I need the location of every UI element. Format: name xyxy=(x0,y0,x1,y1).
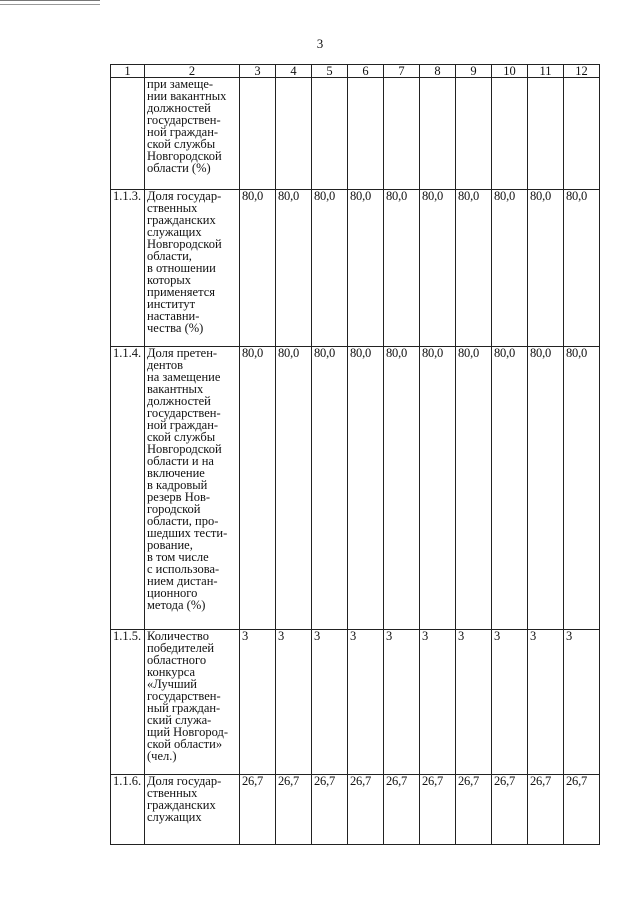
indicator-number: 1.1.6. xyxy=(111,775,145,845)
indicator-value: 80,0 xyxy=(276,190,312,347)
indicator-name-line: Доля государ- xyxy=(147,774,222,788)
indicator-name-line: служащих xyxy=(147,810,202,824)
column-header: 4 xyxy=(276,65,312,78)
indicator-value: 80,0 xyxy=(312,347,348,630)
indicator-value: 26,7 xyxy=(528,775,564,845)
column-header: 5 xyxy=(312,65,348,78)
indicator-value: 80,0 xyxy=(384,190,420,347)
table-row xyxy=(111,775,600,845)
indicator-value xyxy=(312,78,348,190)
indicator-value xyxy=(492,78,528,190)
indicator-value: 26,7 xyxy=(384,775,420,845)
indicator-value: 3 xyxy=(240,630,276,775)
indicator-value xyxy=(240,78,276,190)
indicator-name-line: должностей xyxy=(147,101,211,115)
indicator-name-line: Новгородской xyxy=(147,149,222,163)
indicator-value xyxy=(348,78,384,190)
indicator-value: 80,0 xyxy=(384,347,420,630)
indicator-name-line: с использова- xyxy=(147,562,220,576)
indicator-value: 3 xyxy=(456,630,492,775)
indicator-name-line: вакантных xyxy=(147,382,204,396)
indicator-name-line: нии вакантных xyxy=(147,89,227,103)
indicator-name-line: резерв Нов- xyxy=(147,490,211,504)
indicator-name-line: в том числе xyxy=(147,550,209,564)
indicator-value xyxy=(276,78,312,190)
page-number: 3 xyxy=(316,36,324,51)
indicator-name-line: рование, xyxy=(147,538,193,552)
indicator-value xyxy=(564,78,600,190)
indicator-value xyxy=(456,78,492,190)
column-header: 1 xyxy=(111,65,145,78)
indicator-name xyxy=(145,347,240,630)
indicator-name-line: Доля претен- xyxy=(147,346,218,360)
indicator-value: 26,7 xyxy=(456,775,492,845)
indicators-table xyxy=(110,64,600,845)
indicator-value: 80,0 xyxy=(240,190,276,347)
indicator-name-line: ственных xyxy=(147,786,198,800)
indicator-name-line: Количество xyxy=(147,629,209,643)
column-header: 8 xyxy=(420,65,456,78)
indicator-value: 26,7 xyxy=(348,775,384,845)
indicator-name-line: метода (%) xyxy=(147,598,206,612)
table-row xyxy=(111,630,600,775)
indicator-name-line: гражданских xyxy=(147,213,216,227)
table-row xyxy=(111,347,600,630)
indicator-name-line: конкурса xyxy=(147,665,196,679)
indicator-name-line: в отношении xyxy=(147,261,216,275)
indicator-name-line: городской xyxy=(147,502,201,516)
table-row xyxy=(111,78,600,190)
indicator-value: 3 xyxy=(492,630,528,775)
indicator-value: 80,0 xyxy=(528,347,564,630)
indicator-name-line: ской службы xyxy=(147,137,216,151)
indicator-name-line: Новгородской xyxy=(147,442,222,456)
indicator-value: 80,0 xyxy=(456,190,492,347)
indicator-name-line: (чел.) xyxy=(147,749,177,763)
indicator-name xyxy=(145,775,240,845)
indicator-number: 1.1.4. xyxy=(111,347,145,630)
indicator-name-line: наставни- xyxy=(147,309,200,323)
indicator-name-line: должностей xyxy=(147,394,211,408)
indicator-name-line: дентов xyxy=(147,358,184,372)
indicator-name-line: шедших тести- xyxy=(147,526,228,540)
indicator-value: 80,0 xyxy=(312,190,348,347)
indicator-value: 26,7 xyxy=(312,775,348,845)
indicator-name-line: включение xyxy=(147,466,205,480)
indicator-name-line: служащих xyxy=(147,225,202,239)
indicator-name-line: ный граждан- xyxy=(147,701,221,715)
indicator-name-line: Доля государ- xyxy=(147,189,222,203)
indicator-value xyxy=(420,78,456,190)
column-header: 9 xyxy=(456,65,492,78)
indicator-name-line: государствен- xyxy=(147,689,221,703)
indicator-name-line: ский служа- xyxy=(147,713,212,727)
indicator-value: 3 xyxy=(528,630,564,775)
indicator-name xyxy=(145,630,240,775)
indicator-value: 80,0 xyxy=(492,347,528,630)
indicator-name-line: на замещение xyxy=(147,370,221,384)
indicator-name-line: области (%) xyxy=(147,161,211,175)
indicator-name-line: нием дистан- xyxy=(147,574,218,588)
indicator-value: 26,7 xyxy=(492,775,528,845)
column-header: 3 xyxy=(240,65,276,78)
indicator-value: 3 xyxy=(420,630,456,775)
column-header: 2 xyxy=(145,65,240,78)
indicator-value: 3 xyxy=(564,630,600,775)
column-header: 6 xyxy=(348,65,384,78)
indicator-value: 80,0 xyxy=(456,347,492,630)
indicator-value: 26,7 xyxy=(240,775,276,845)
indicator-name-line: институт xyxy=(147,297,196,311)
indicator-name-line: «Лучший xyxy=(147,677,197,691)
indicator-name-line: государствен- xyxy=(147,406,221,420)
indicator-value: 3 xyxy=(276,630,312,775)
column-header: 11 xyxy=(528,65,564,78)
indicator-name-line: области, про- xyxy=(147,514,219,528)
indicator-name-line: применяется xyxy=(147,285,215,299)
indicator-name-line: чества (%) xyxy=(147,321,204,335)
indicator-value xyxy=(384,78,420,190)
indicator-name-line: области, xyxy=(147,249,192,263)
indicator-value: 80,0 xyxy=(528,190,564,347)
indicator-name-line: Новгородской xyxy=(147,237,222,251)
indicator-number: 1.1.3. xyxy=(111,190,145,347)
column-header: 12 xyxy=(564,65,600,78)
indicator-value: 3 xyxy=(384,630,420,775)
indicator-value xyxy=(528,78,564,190)
indicator-value: 3 xyxy=(348,630,384,775)
indicator-name-line: ственных xyxy=(147,201,198,215)
indicator-value: 80,0 xyxy=(276,347,312,630)
scan-corner-mark xyxy=(0,0,100,5)
table-row xyxy=(111,190,600,347)
indicator-name-line: при замеще- xyxy=(147,77,214,91)
indicator-name-line: победителей xyxy=(147,641,215,655)
indicator-value: 80,0 xyxy=(420,347,456,630)
indicator-name-line: области и на xyxy=(147,454,214,468)
indicator-value: 80,0 xyxy=(348,190,384,347)
indicator-value: 80,0 xyxy=(564,190,600,347)
indicator-name-line: гражданских xyxy=(147,798,216,812)
indicator-name xyxy=(145,190,240,347)
column-header: 10 xyxy=(492,65,528,78)
indicator-name-line: которых xyxy=(147,273,191,287)
indicator-name-line: государствен- xyxy=(147,113,221,127)
indicator-name-line: в кадровый xyxy=(147,478,208,492)
indicator-value: 80,0 xyxy=(348,347,384,630)
indicator-name-line: областного xyxy=(147,653,207,667)
indicator-name-line: щий Новгород- xyxy=(147,725,229,739)
column-header: 7 xyxy=(384,65,420,78)
indicator-value: 3 xyxy=(312,630,348,775)
indicator-name xyxy=(145,78,240,190)
indicator-value: 80,0 xyxy=(492,190,528,347)
indicator-value: 80,0 xyxy=(240,347,276,630)
indicator-value: 80,0 xyxy=(420,190,456,347)
indicator-name-line: ной граждан- xyxy=(147,418,219,432)
indicator-value: 26,7 xyxy=(420,775,456,845)
indicator-name-line: ской области» xyxy=(147,737,223,751)
indicator-number xyxy=(111,78,145,190)
indicator-value: 26,7 xyxy=(276,775,312,845)
indicator-name-line: ной граждан- xyxy=(147,125,219,139)
indicator-value: 26,7 xyxy=(564,775,600,845)
indicator-number: 1.1.5. xyxy=(111,630,145,775)
indicator-name-line: ской службы xyxy=(147,430,216,444)
indicator-name-line: ционного xyxy=(147,586,198,600)
indicator-value: 80,0 xyxy=(564,347,600,630)
column-number-row xyxy=(111,65,600,78)
